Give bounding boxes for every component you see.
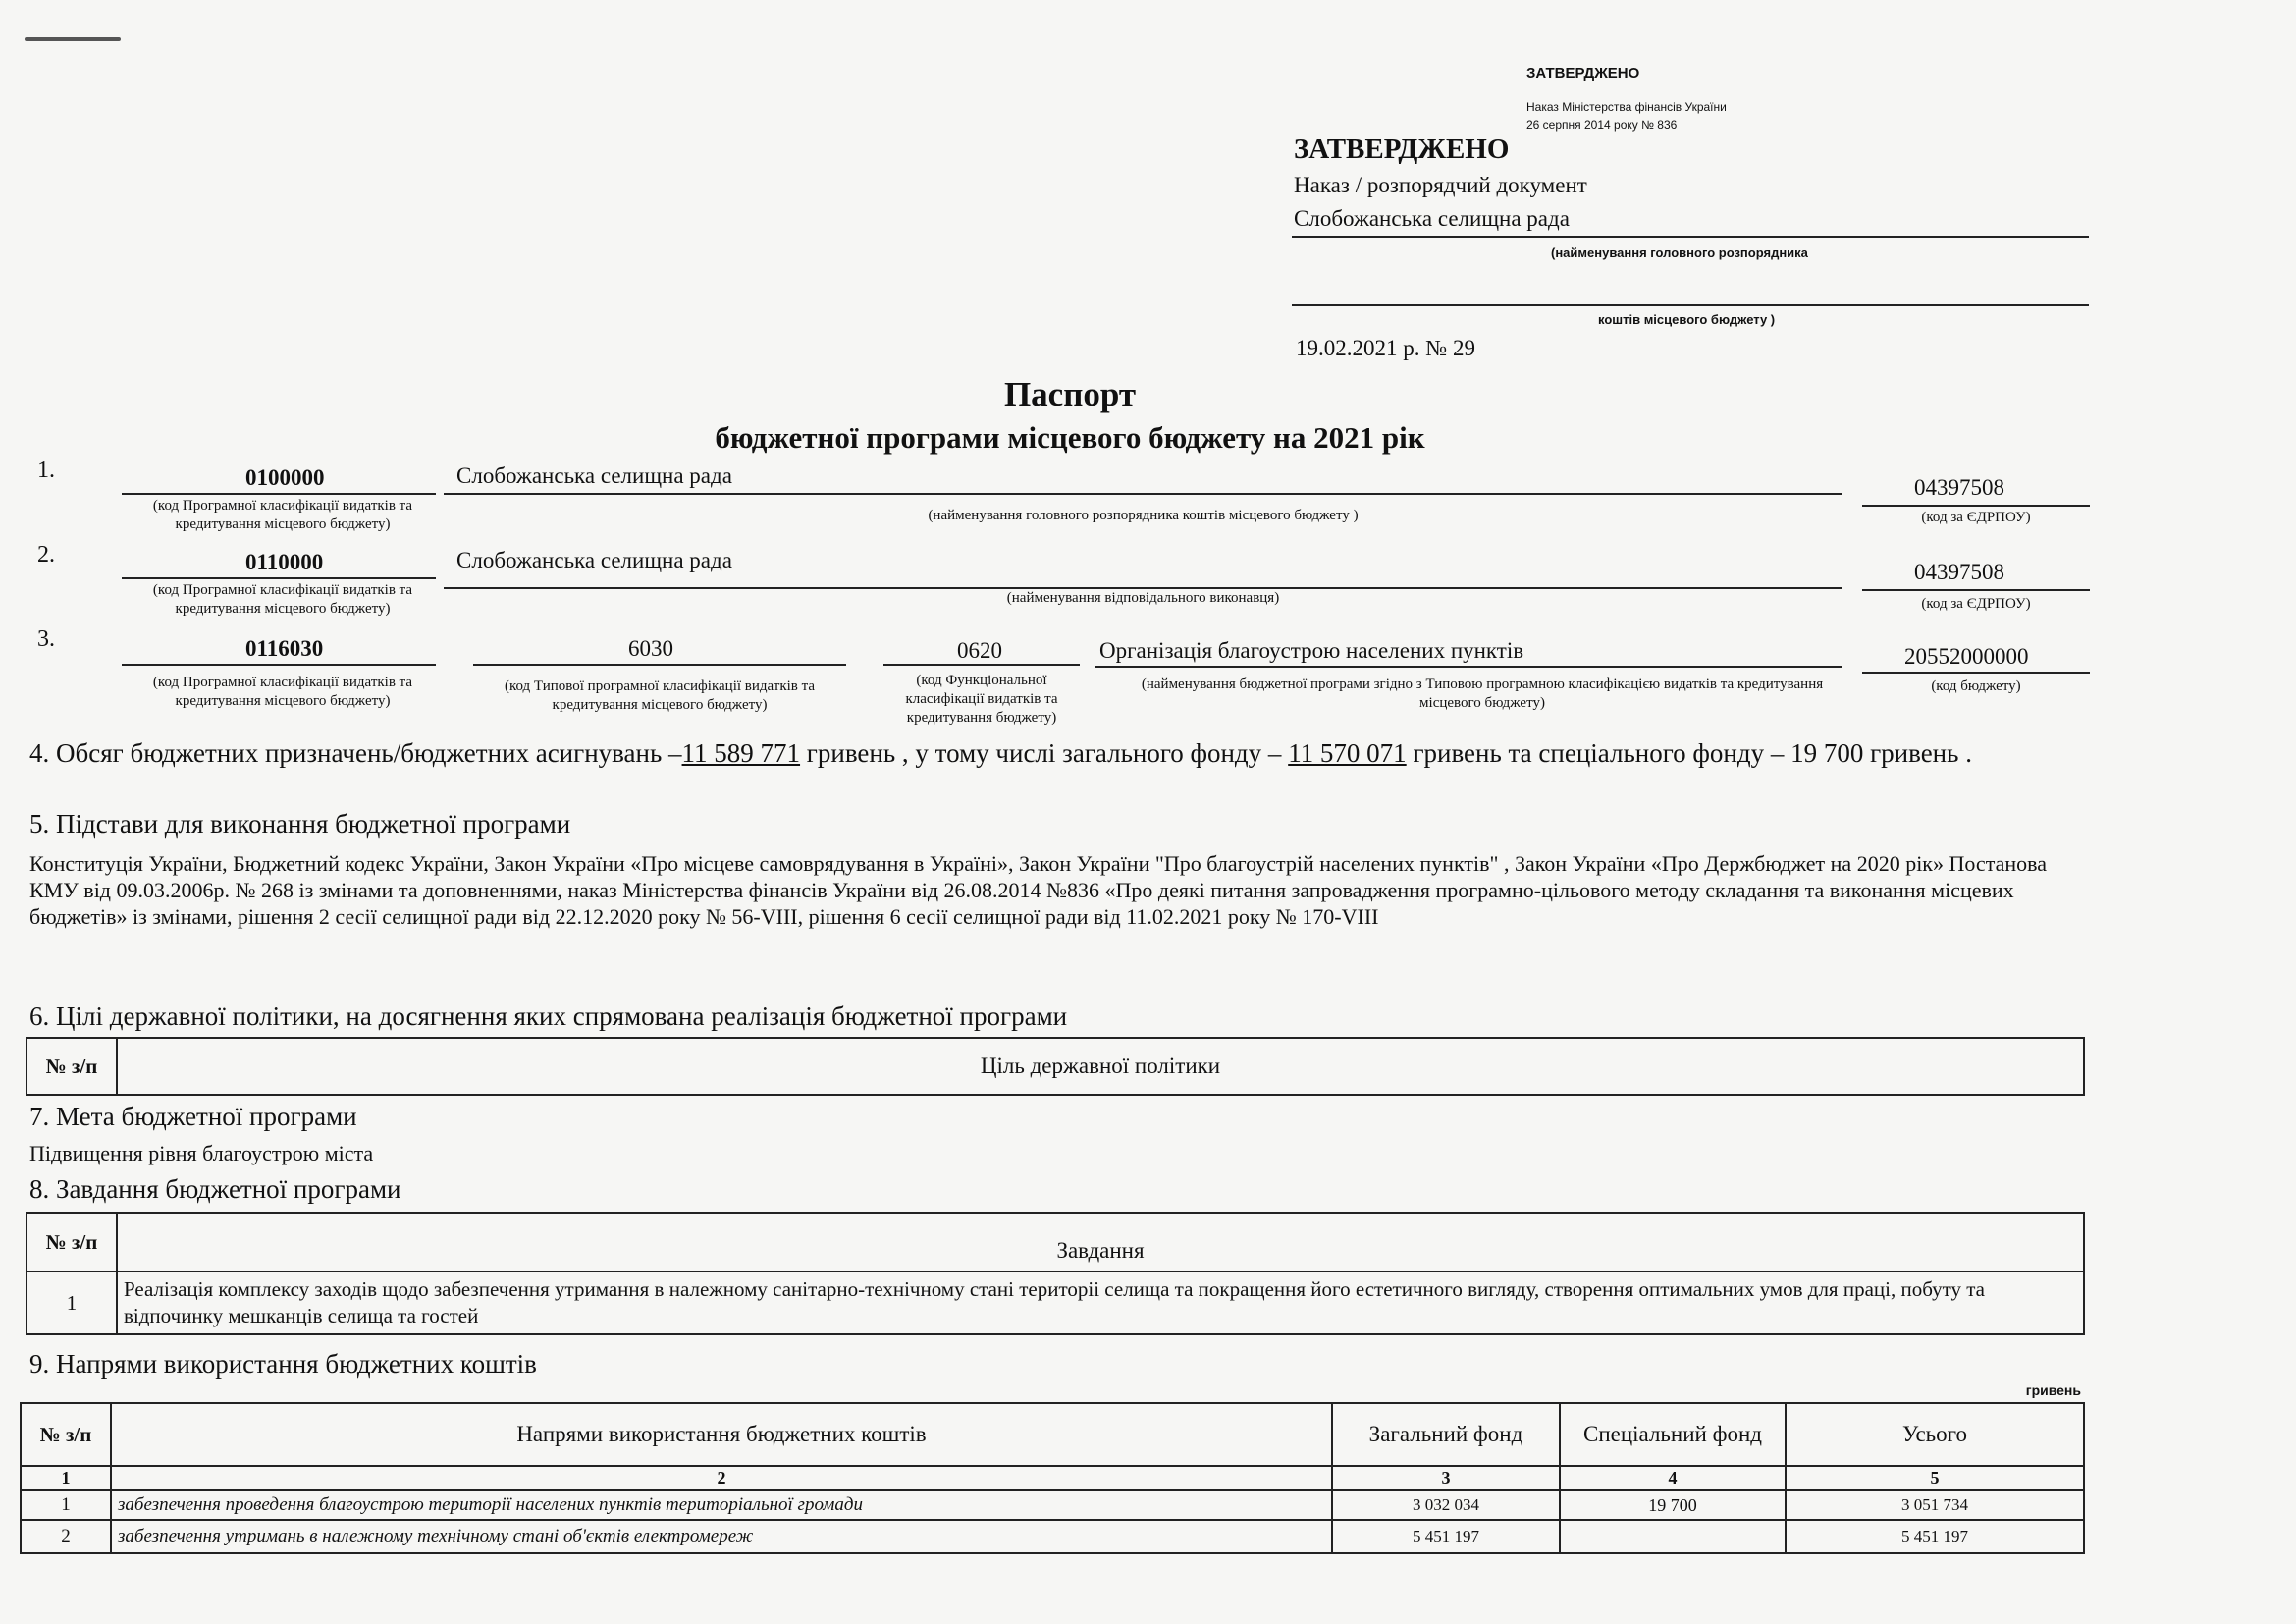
directions-table <box>20 1382 2085 1554</box>
section4-special-fund: 700 <box>1823 738 1864 768</box>
row1-number: 1. <box>37 458 55 483</box>
directions-idx-2: 2 <box>111 1466 1332 1490</box>
goals-table <box>26 1037 2085 1096</box>
section7-text: Підвищення рівня благоустрою міста <box>29 1141 374 1165</box>
row2-code: 0110000 <box>245 550 324 574</box>
row1-code-line <box>122 493 436 495</box>
approval-small-line2: 26 серпня 2014 року № 836 <box>1526 118 1678 132</box>
directions-col-no: № з/п <box>21 1403 111 1466</box>
directions-row1-no: 1 <box>21 1490 111 1520</box>
directions-col-direction: Напрями використання бюджетних коштів <box>111 1403 1332 1466</box>
row3-tpkv: 6030 <box>628 636 673 661</box>
row3-tpkv-caption: (код Типової програмної класифікації видатків та кредитування місцевого бюджету) <box>504 678 816 713</box>
section4-general-fund: 11 570 071 <box>1288 738 1407 768</box>
row3-number: 3. <box>37 626 55 652</box>
approval-caption-line <box>1292 304 2089 306</box>
row3-program-name: Організація благоустрою населених пунктів <box>1099 638 1524 663</box>
row3-fkv-line <box>883 664 1080 666</box>
section4-suffix: гривень . <box>1863 738 1972 768</box>
approval-org: Слобожанська селищна рада <box>1294 206 1570 231</box>
row2-code-caption: (код Програмної класифікації видатків та кредитування місцевого бюджету) <box>152 582 413 617</box>
directions-col-general: Загальний фонд <box>1332 1403 1560 1466</box>
section6-title: 6. Цілі державної політики, на досягнення яких спрямована реалізація бюджетної програми <box>29 1001 1068 1031</box>
directions-idx-1: 1 <box>21 1466 111 1490</box>
row3-tpkv-line <box>473 664 846 666</box>
section4-prefix: 4. Обсяг бюджетних призначень/бюджетних асигнувань – <box>29 738 682 768</box>
row2-code-line <box>122 577 436 579</box>
row3-fkv-caption: (код Функціональної класифікації видатків та кредитування бюджету) <box>905 673 1058 726</box>
row3-code-line <box>122 664 436 666</box>
row1-code: 0100000 <box>245 465 325 490</box>
row1-edrpou: 04397508 <box>1914 475 2004 500</box>
row1-name: Слобожанська селищна рада <box>456 463 732 488</box>
row1-edrpou-caption: (код за ЄДРПОУ) <box>1921 510 2031 525</box>
section5-title: 5. Підстави для виконання бюджетної програми <box>29 809 571 839</box>
page-title: Паспорт <box>1003 375 1137 413</box>
row1-code-caption: (код Програмної класифікації видатків та кредитування місцевого бюджету) <box>152 498 413 532</box>
row3-budget-caption: (код бюджету) <box>1931 678 2021 694</box>
directions-idx-3: 3 <box>1332 1466 1560 1490</box>
table-row <box>27 1272 2084 1334</box>
directions-row1-direction: забезпечення проведення благоустрою території населених пунктів територіальної громади <box>111 1490 1332 1520</box>
goals-col-goal: Ціль державної політики <box>117 1038 2084 1095</box>
section4-mid2: гривень та спеціального фонду – 19 <box>1406 738 1824 768</box>
directions-row2-general: 5 451 197 <box>1332 1520 1560 1553</box>
table-row <box>21 1490 2084 1520</box>
row2-number: 2. <box>37 542 55 568</box>
row2-edrpou: 04397508 <box>1914 560 2004 584</box>
approval-date-number: 19.02.2021 р. № 29 <box>1296 336 1475 360</box>
row3-name-caption: (найменування бюджетної програми згідно з Типовою програмною класифікацією видатків та кредитування місцевого бюджету) <box>1141 677 1824 711</box>
tasks-col-no: № з/п <box>27 1213 117 1272</box>
directions-idx-5: 5 <box>1786 1466 2084 1490</box>
table-row <box>21 1520 2084 1553</box>
row1-name-caption: (найменування головного розпорядника коштів місцевого бюджету ) <box>928 508 1359 523</box>
tasks-row-no: 1 <box>27 1272 117 1334</box>
goals-col-no: № з/п <box>27 1038 117 1095</box>
row3-code-caption: (код Програмної класифікації видатків та кредитування місцевого бюджету) <box>152 675 413 709</box>
directions-row1-general: 3 032 034 <box>1332 1490 1560 1520</box>
directions-row1-total: 3 051 734 <box>1786 1490 2084 1520</box>
directions-col-special: Спеціальний фонд <box>1560 1403 1786 1466</box>
approval-doc-type: Наказ / розпорядчий документ <box>1294 173 1587 197</box>
directions-row1-special: 19 700 <box>1560 1490 1786 1520</box>
tasks-row-text: Реалізація комплексу заходів щодо забезпечення утримання в належному санітарно-технічному стані територіі селища та покращення його естетичного вигляду, створення оптимальних умов для праці, побуту та відпочинку мешканців селища та гостей <box>117 1272 2084 1334</box>
section5-text: Конституція України, Бюджетний кодекс України, Закон України «Про місцеве самоврядування в Україні», Закон України "Про благоустрій населених пунктів" , Закон України «Про Держбюджет на 2020 рік» Постанова КМУ від 09.03.2006р. № 268 із змінами та доповненнями, наказ Міністерства фінансів України від 26.08.2014 №836 «Про деякі питання запровадження програмно-цільового методу складання та виконання місцевих бюджетів» із змінами, рішення 2 сесії селищної ради від 22.12.2020 року № 56-VIII, рішення 6 сесії селищної ради від 11.02.2021 року № 170-VIII <box>29 851 2047 929</box>
section4-total: 11 589 771 <box>681 738 801 768</box>
row3-fkv: 0620 <box>957 638 1002 663</box>
approval-caption-2: коштів місцевого бюджету ) <box>1598 312 1776 327</box>
tasks-table <box>26 1212 2085 1335</box>
section4-mid: гривень , у тому числі загального фонду – <box>800 738 1289 768</box>
row2-name: Слобожанська селищна рада <box>456 548 732 572</box>
directions-unit: гривень <box>2025 1382 2081 1398</box>
directions-row2-total: 5 451 197 <box>1786 1520 2084 1553</box>
directions-col-total-label: Усього <box>1901 1422 1968 1446</box>
row3-budget-line <box>1862 672 2090 674</box>
directions-row2-special <box>1560 1520 1786 1553</box>
section4-budget-volume <box>29 734 2101 772</box>
page-subtitle: бюджетної програми місцевого бюджету на 2021 рік <box>715 420 1425 455</box>
section7-title: 7. Мета бюджетної програми <box>29 1102 357 1131</box>
directions-row2-direction: забезпечення утримань в належному технічному стані об'єктів електромереж <box>111 1520 1332 1553</box>
section8-title: 8. Завдання бюджетної програми <box>29 1174 401 1204</box>
row2-name-caption: (найменування відповідального виконавця) <box>1006 590 1280 606</box>
approval-small-title: ЗАТВЕРДЖЕНО <box>1526 65 1640 81</box>
approval-title: ЗАТВЕРДЖЕНО <box>1294 134 1510 165</box>
approval-small-line1: Наказ Міністерства фінансів України <box>1526 100 1727 114</box>
directions-col-total <box>1786 1382 2084 1466</box>
directions-idx-4: 4 <box>1560 1466 1786 1490</box>
scan-mark <box>25 37 121 41</box>
directions-row2-no: 2 <box>21 1520 111 1553</box>
row1-name-line <box>444 493 1842 495</box>
approval-caption-1: (найменування головного розпорядника <box>1551 245 1808 260</box>
row3-code: 0116030 <box>245 636 324 661</box>
row1-edrpou-line <box>1862 505 2090 507</box>
row3-name-line <box>1095 666 1842 668</box>
tasks-col-task: Завдання <box>117 1213 2084 1272</box>
section9-title: 9. Напрями використання бюджетних коштів <box>29 1349 537 1379</box>
row2-edrpou-caption: (код за ЄДРПОУ) <box>1921 596 2031 612</box>
approval-org-line <box>1292 236 2089 238</box>
row2-edrpou-line <box>1862 589 2090 591</box>
row3-budget-code: 20552000000 <box>1904 644 2029 669</box>
